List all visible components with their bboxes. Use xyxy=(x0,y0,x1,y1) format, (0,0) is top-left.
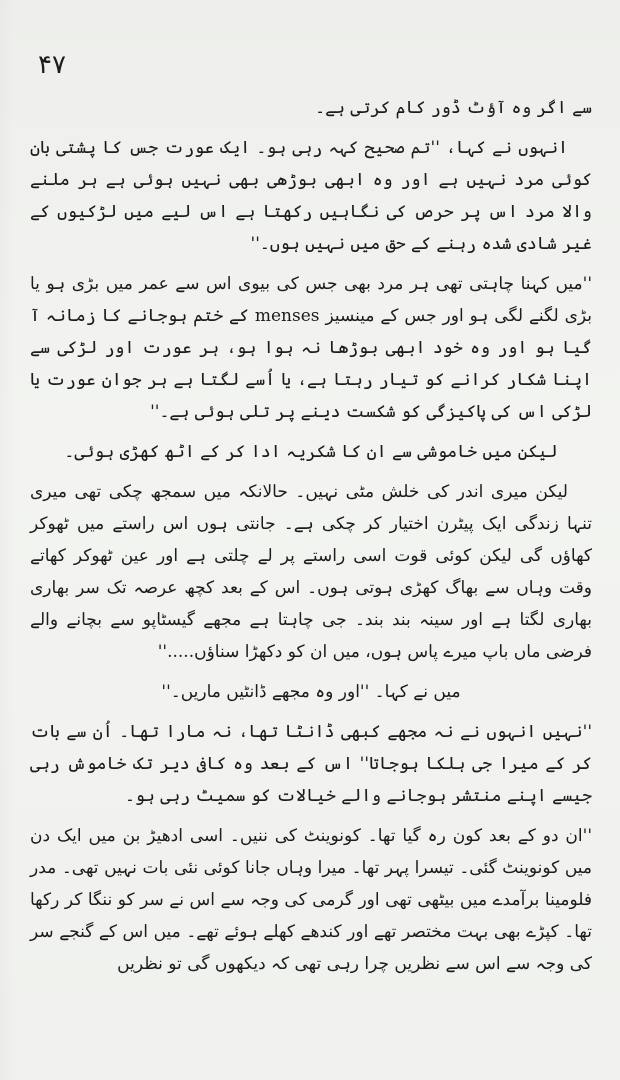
paragraph-6: میں نے کہا۔ ''اور وہ مجھے ڈانٹیں ماریں۔'' xyxy=(161,682,461,702)
body-text xyxy=(30,92,592,980)
paragraph-1: سے اگر وہ آؤٹ ڈور کام کرتی ہے۔ xyxy=(315,98,592,118)
paragraph-4: لیکن میں خاموشی سے ان کا شکریہ ادا کر کے اٹھ کھڑی ہوئی۔ xyxy=(64,442,558,462)
paragraph-8: ''ان دو کے بعد کون رہ گیا تھا۔ کونوینٹ کی ننیں۔ اسی ادھیڑ بن میں ایک دن میں کونوینٹ گئی۔ تیسرا پہر تھا۔ میرا وہاں جانا کوئی نئی بات نہیں تھی۔ مدر فلومینا برآمدے میں بیٹھی تھی اور گرمی کی وجہ سے اس نے سر کو ننگا کر رکھا تھا۔ کپڑے بھی بہت مختصر تھے اور کندھے کھلے ہوئے تھے۔ میں اس کے گنجے سر کی وجہ سے اس سے نظریں چرا رہی تھی کہ دیکھوں گی تو نظریں xyxy=(30,826,592,974)
paragraph-2: انہوں نے کہا، ''تم صحیح کہہ رہی ہو۔ ایک عورت جس کا پشتی بان کوئی مرد نہیں ہے اور وہ ابھی بوڑھی بھی نہیں ہوئی ہے ہر ملنے والا مرد اس پر حرص کی نگاہیں رکھتا ہے اس لیے میں لڑکیوں کے غیر شادی شدہ رہنے کے حق میں نہیں ہوں۔'' xyxy=(30,138,592,254)
paragraph-7: ''نہیں انہوں نے نہ مجھے کبھی ڈانٹا تھا، نہ مارا تھا۔ اُن سے بات کر کے میرا جی ہلکا ہوجاتا'' اس کے بعد وہ کافی دیر تک خاموش رہی جیسے اپنے منتشر ہوجانے والے خیالات کو سمیٹ رہی ہو۔ xyxy=(30,722,592,806)
paragraph-3: ''میں کہنا چاہتی تھی ہر مرد بھی جس کی بیوی اس سے عمر میں بڑی ہو یا بڑی لگنے لگی ہو اور جس کے مینسیز menses کے ختم ہوجانے کا زمانہ آ گیا ہو اور وہ خود ابھی بوڑھا نہ ہوا ہو، ہر عورت اور لڑکی سے اپنا شکار کرانے کو تیار رہتا ہے، یا اُسے لگتا ہے ہر جوان عورت یا لڑکی اس کی پاکیزگی کو شکست دینے پر تلی ہوئی ہے۔'' xyxy=(30,274,592,422)
page-number: ۴۷ xyxy=(38,50,66,80)
paragraph-5: لیکن میری اندر کی خلش مٹی نہیں۔ حالانکہ میں سمجھ چکی تھی میری تنہا زندگی ایک پیٹرن اختیار کر چکی ہے۔ جانتی ہوں اس راستے میں ٹھوکر کھاؤں گی لیکن کوئی قوت اسی راستے پر لے چلتی ہے اور عین ٹھوکر کھاتے وقت وہاں سے بھاگ کھڑی ہوتی ہوں۔ اس کے بعد کچھ عرصہ تک سر بھاری بھاری لگتا ہے اور سینہ بند بند۔ جی چاہتا ہے مجھے گیسٹاپو سے بچانے والے فرضی ماں باپ میرے پاس ہوں، میں ان کو دکھڑا سناؤں.....'' xyxy=(30,482,592,662)
